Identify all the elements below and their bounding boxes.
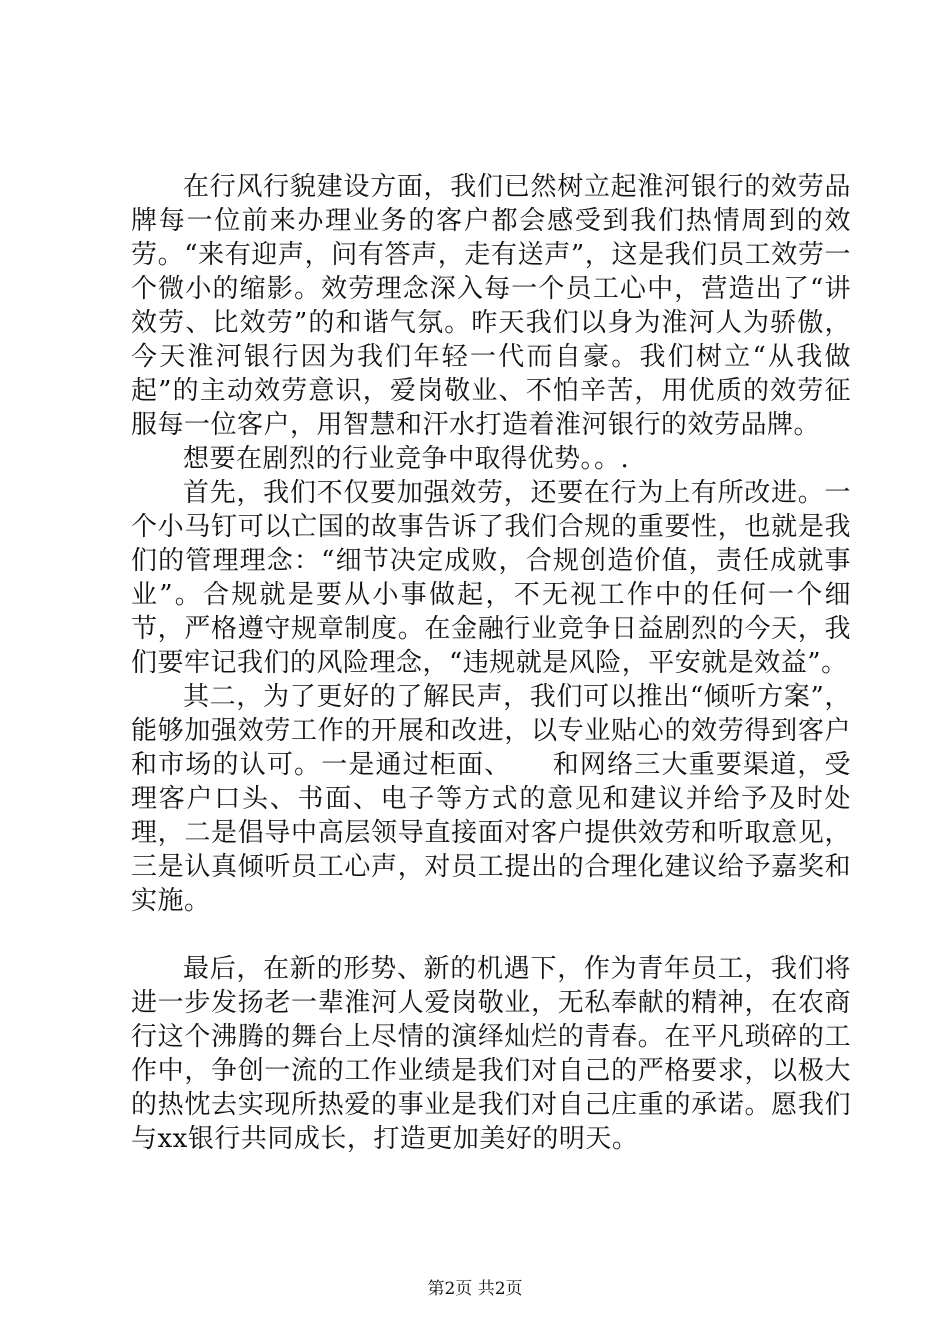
document-body — [131, 170, 851, 1156]
paragraph-conclusion: 最后，在新的形势、新的机遇下，作为青年员工，我们将进一步发扬老一辈淮河人爱岗敬业，无私奉献的精神，在农商行这个沸腾的舞台上尽情的演绎灿烂的青春。在平凡琐碎的工作中，争创一流的工作业绩是我们对自己的严格要求，以极大的热忱去实现所热爱的事业是我们对自己庄重的承诺。愿我们与xx银行共同成长，打造更加美好的明天。 — [131, 954, 851, 1154]
paragraph-first-compliance: 首先，我们不仅要加强效劳，还要在行为上有所改进。一个小马钉可以亡国的故事告诉了我们合规的重要性，也就是我们的管理理念：“细节决定成败，合规创造价值，责任成就事业”。合规就是要从小事做起，不无视工作中的任何一个细节，严格遵守规章制度。在金融行业竞争日益剧烈的今天，我们要牢记我们的风险理念，“违规就是风险，平安就是效益”。 — [131, 478, 851, 678]
page-footer: 第2页 共2页 — [427, 1279, 523, 1299]
paragraph-competition: 想要在剧烈的行业竞争中取得优势。。. — [183, 444, 630, 474]
paragraph-service-brand: 在行风行貌建设方面，我们已然树立起淮河银行的效劳品牌每一位前来办理业务的客户都会感受到我们热情周到的效劳。“来有迎声，问有答声，走有送声”，这是我们员工效劳一个微小的缩影。效劳理念深入每一个员工心中，营造出了“讲效劳、比效劳”的和谐气氛。昨天我们以身为淮河人为骄傲，今天淮河银行因为我们年轻一代而自豪。我们树立“从我做起”的主动效劳意识，爱岗敬业、不怕辛苦，用优质的效劳征服每一位客户，用智慧和汗水打造着淮河银行的效劳品牌。 — [131, 172, 851, 440]
paragraph-second-listening: 其二，为了更好的了解民声，我们可以推出“倾听方案”，能够加强效劳工作的开展和改进，以专业贴心的效劳得到客户和市场的认可。一是通过柜面、 和网络三大重要渠道，受理客户口头、书面、电子等方式的意见和建议并给予及时处理，二是倡导中高层领导直接面对客户提供效劳和听取意见，三是认真倾听员工心声，对员工提出的合理化建议给予嘉奖和实施。 — [131, 682, 851, 916]
